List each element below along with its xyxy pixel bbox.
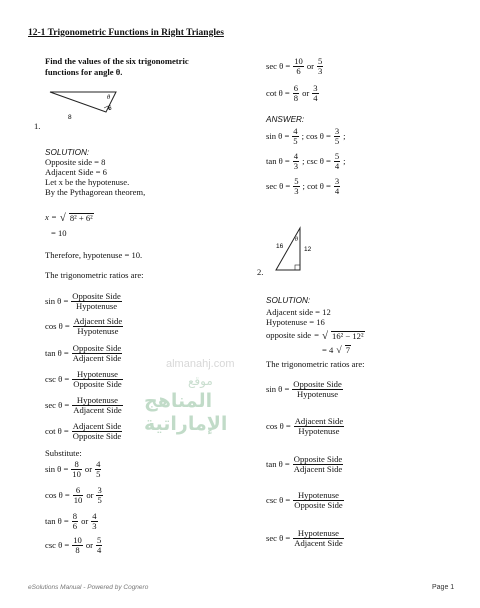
answer-num: 4 bbox=[293, 151, 299, 161]
answer-fn: ; csc θ = bbox=[302, 155, 331, 166]
sub-num: 6 bbox=[75, 485, 81, 495]
answer-den: 4 bbox=[334, 186, 340, 197]
ratio-den: Opposite Side bbox=[294, 500, 343, 511]
ratio-row bbox=[266, 417, 344, 436]
or-text: or bbox=[302, 87, 310, 98]
sub-den: 10 bbox=[72, 469, 81, 480]
answer-heading: ANSWER: bbox=[266, 115, 305, 124]
sub-den: 8 bbox=[293, 93, 299, 104]
solution-1-line: Adjacent Side = 6 bbox=[45, 167, 107, 177]
ratio-fn: sin θ = bbox=[266, 383, 290, 394]
ratio-num: Hypotenuse bbox=[76, 369, 118, 379]
answer-row bbox=[266, 127, 346, 146]
answer-end: ; bbox=[343, 155, 346, 166]
opp-lhs: opposite side bbox=[266, 330, 312, 341]
ratio-den: Adjacent Side bbox=[73, 405, 122, 416]
triangle-1-angle-label: θ bbox=[107, 94, 111, 101]
problem-number-1: 1. bbox=[34, 121, 41, 131]
ratio-num: Hypotenuse bbox=[297, 490, 339, 500]
triangle-2-side-label-b: 12 bbox=[304, 246, 312, 253]
substitution-row bbox=[45, 486, 103, 505]
answer-num: 5 bbox=[334, 151, 340, 161]
ratio-fn: sin θ = bbox=[45, 295, 69, 306]
solution-2-line: Adjacent side = 12 bbox=[266, 307, 331, 317]
sub-den: 10 bbox=[73, 495, 83, 506]
page-number: Page 1 bbox=[432, 584, 455, 591]
substitute-label: Substitute: bbox=[45, 448, 82, 458]
answer-den: 5 bbox=[334, 136, 340, 147]
sub-den: 8 bbox=[72, 545, 83, 555]
ratio-den: Hypotenuse bbox=[71, 301, 121, 311]
ratio-fn: sec θ = bbox=[45, 399, 70, 410]
sub-den: 4 bbox=[313, 93, 318, 104]
triangle-2-side-label-a: 16 bbox=[276, 243, 284, 250]
opp-result-radicand: 7 bbox=[345, 345, 351, 356]
ratio-row bbox=[266, 455, 343, 474]
ratio-den: Adjacent Side bbox=[72, 353, 122, 364]
instruction-line-1: Find the values of the six trigonometric bbox=[45, 56, 189, 66]
ratios-intro-2: The trigonometric ratios are: bbox=[266, 359, 365, 369]
sub-fn: sin θ = bbox=[45, 463, 69, 474]
sub-num: 10 bbox=[73, 535, 82, 545]
ratio-fn: sec θ = bbox=[266, 532, 291, 543]
ratio-fn: cos θ = bbox=[266, 420, 291, 431]
sub-num: 5 bbox=[97, 535, 102, 545]
or-text: or bbox=[306, 60, 314, 71]
or-text: or bbox=[85, 539, 93, 550]
sub-den: 3 bbox=[92, 521, 97, 532]
answer-num: 3 bbox=[334, 126, 340, 136]
ratios-intro: The trigonometric ratios are: bbox=[45, 270, 144, 280]
opposite-side-result: = 4 √ 7 bbox=[322, 344, 351, 356]
answer-num: 5 bbox=[294, 176, 299, 186]
answer-fn: tan θ = bbox=[266, 155, 290, 166]
solution-2-line: Hypotenuse = 16 bbox=[266, 317, 325, 327]
sub-den: 6 bbox=[293, 66, 304, 76]
ratio-row bbox=[45, 292, 122, 311]
sub-fn: cos θ = bbox=[45, 489, 70, 500]
ratio-fn: tan θ = bbox=[45, 347, 69, 358]
sub-num: 10 bbox=[294, 56, 303, 66]
ratio-fn: cot θ = bbox=[45, 425, 69, 436]
triangle-1-side-label-a: 8 bbox=[68, 114, 72, 121]
ratio-fn: cos θ = bbox=[45, 320, 70, 331]
or-text: or bbox=[84, 463, 93, 474]
ratio-num: Adjacent Side bbox=[294, 416, 344, 426]
solution-2-heading: SOLUTION: bbox=[266, 296, 311, 305]
ratio-den: Opposite Side bbox=[72, 431, 122, 442]
sub-num: 4 bbox=[92, 511, 97, 521]
watermark-text-3: المناهج الإماراتية bbox=[144, 391, 228, 435]
substitution-row bbox=[266, 57, 323, 76]
ratio-num: Adjacent Side bbox=[73, 316, 123, 326]
ratio-den: Hypotenuse bbox=[292, 389, 342, 399]
ratio-num: Adjacent Side bbox=[72, 421, 122, 431]
ratio-den: Opposite Side bbox=[73, 379, 122, 390]
answer-end: ; bbox=[343, 130, 346, 141]
sub-den: 5 bbox=[96, 469, 101, 480]
or-text: or bbox=[81, 515, 89, 526]
instruction-line-2: functions for angle θ. bbox=[45, 67, 123, 77]
sub-num: 3 bbox=[313, 83, 318, 93]
ratio-row bbox=[45, 370, 123, 389]
answer-row bbox=[266, 177, 343, 196]
ratio-den: Hypotenuse bbox=[294, 426, 344, 436]
solution-1-line: Let x be the hypotenuse. bbox=[45, 177, 130, 187]
ratio-fn: csc θ = bbox=[45, 373, 70, 384]
problem-number-2: 2. bbox=[257, 267, 264, 277]
triangle-2-figure bbox=[270, 224, 330, 274]
pyth-lhs: x = bbox=[45, 212, 57, 223]
substitution-row bbox=[45, 512, 98, 531]
substitution-row bbox=[45, 536, 102, 555]
ratio-num: Opposite Side bbox=[72, 291, 121, 301]
page-title: 12-1 Trigonometric Functions in Right Triangles bbox=[28, 28, 224, 38]
sub-den: 5 bbox=[97, 495, 102, 506]
opp-eq: = bbox=[314, 330, 319, 341]
answer-den: 5 bbox=[293, 136, 298, 147]
sub-fn: csc θ = bbox=[45, 539, 70, 550]
solution-1-line: By the Pythagorean theorem, bbox=[45, 187, 146, 197]
solution-1-line: Opposite side = 8 bbox=[45, 157, 106, 167]
pythagorean-equation: x = √ 8² + 6² bbox=[45, 212, 93, 224]
sub-num: 8 bbox=[72, 511, 78, 521]
sub-fn: tan θ = bbox=[45, 515, 69, 526]
substitution-row bbox=[45, 460, 101, 479]
answer-den: 3 bbox=[294, 186, 299, 197]
opp-radicand: 16² − 12² bbox=[332, 330, 364, 341]
hypotenuse-statement: Therefore, hypotenuse = 10. bbox=[45, 250, 143, 260]
ratio-row bbox=[266, 491, 344, 510]
footer-credit: eSolutions Manual - Powered by Cognero bbox=[28, 584, 149, 591]
ratio-fn: csc θ = bbox=[266, 494, 291, 505]
ratio-row bbox=[45, 396, 123, 415]
ratio-row bbox=[45, 422, 122, 441]
ratio-den: Adjacent Side bbox=[293, 464, 343, 475]
solution-1-heading: SOLUTION: bbox=[45, 148, 90, 157]
ratio-row bbox=[266, 380, 343, 399]
answer-fn: ; cot θ = bbox=[302, 180, 331, 191]
watermark-text-2: موقع bbox=[188, 374, 213, 388]
substitution-row bbox=[266, 84, 319, 103]
answer-fn: sec θ = bbox=[266, 180, 291, 191]
sub-den: 6 bbox=[72, 521, 78, 532]
ratio-num: Hypotenuse bbox=[297, 528, 339, 538]
sub-fn: cot θ = bbox=[266, 87, 290, 98]
triangle-1-figure bbox=[44, 88, 124, 128]
answer-den: 4 bbox=[334, 161, 340, 172]
ratio-num: Opposite Side bbox=[293, 379, 342, 389]
answer-den: 3 bbox=[293, 161, 299, 172]
sub-fn: sec θ = bbox=[266, 60, 291, 71]
triangle-2-angle-label: θ bbox=[295, 237, 298, 243]
sub-den: 3 bbox=[318, 66, 323, 77]
ratio-den: Hypotenuse bbox=[73, 326, 123, 336]
sub-den: 4 bbox=[97, 545, 102, 556]
sub-num: 8 bbox=[74, 459, 79, 469]
sub-num: 3 bbox=[97, 485, 102, 495]
opposite-side-equation: opposite side = √ 16² − 12² bbox=[266, 330, 364, 342]
ratio-num: Opposite Side bbox=[72, 343, 122, 353]
watermark-logo bbox=[140, 358, 260, 435]
answer-row bbox=[266, 152, 346, 171]
ratio-row bbox=[266, 529, 344, 548]
or-text: or bbox=[86, 489, 94, 500]
opp-result-prefix: = 4 bbox=[322, 344, 334, 355]
sub-num: 6 bbox=[293, 83, 299, 93]
watermark-text-1: almanahj.com bbox=[166, 358, 235, 370]
answer-num: 4 bbox=[293, 126, 298, 136]
ratio-fn: tan θ = bbox=[266, 458, 290, 469]
answer-fn: ; cos θ = bbox=[301, 130, 331, 141]
ratio-row bbox=[45, 317, 123, 336]
ratio-num: Hypotenuse bbox=[76, 395, 118, 405]
ratio-den: Adjacent Side bbox=[294, 538, 343, 549]
sub-num: 4 bbox=[96, 459, 101, 469]
pyth-result: = 10 bbox=[51, 228, 67, 238]
answer-fn: sin θ = bbox=[266, 130, 290, 141]
answer-num: 3 bbox=[334, 176, 340, 186]
ratio-row bbox=[45, 344, 122, 363]
triangle-1-side-label-b: 6 bbox=[108, 105, 112, 112]
sub-num: 5 bbox=[318, 56, 323, 66]
ratio-num: Opposite Side bbox=[293, 454, 343, 464]
pyth-radicand: 8² + 6² bbox=[69, 212, 93, 223]
